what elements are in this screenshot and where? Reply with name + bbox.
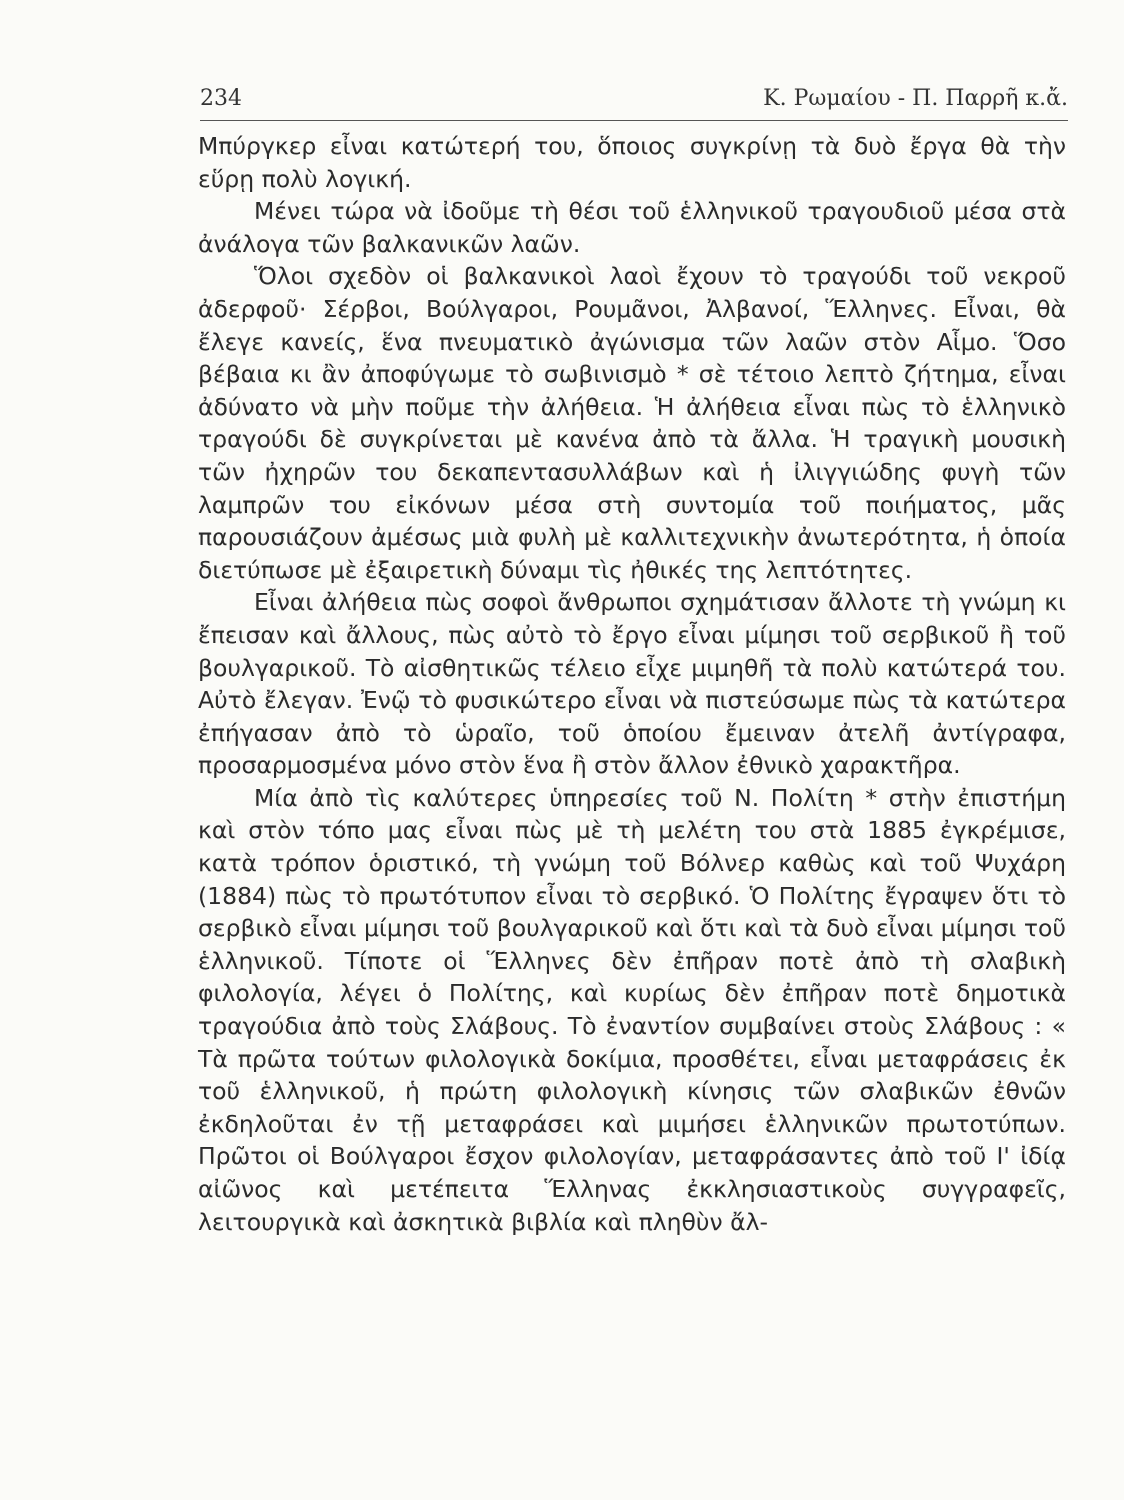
paragraph-5: Μία ἀπὸ τὶς καλύτερες ὑπηρεσίες τοῦ Ν. Πολίτη * στὴν ἐπιστήμη καὶ στὸν τόπο μας εἶναι πὼς μὲ τὴ μελέτη του στὰ 1885 ἐγκρέμισε, κατὰ τρόπον ὁριστικό, τὴ γνώμη τοῦ Βόλνερ καθὼς καὶ τοῦ Ψυχάρη (1884) πὼς τὸ πρωτότυπον εἶναι τὸ σερβικό. Ὁ Πολίτης ἔγραψεν ὅτι τὸ σερβικὸ εἶναι μίμησι τοῦ βουλγαρικοῦ καὶ ὅτι καὶ τὰ δυὸ εἶναι μίμησι τοῦ ἑλληνικοῦ. Τίποτε οἱ Ἕλληνες δὲν ἐπῆραν ποτὲ ἀπὸ τὴ σλαβικὴ φιλολογία, λέγει ὁ Πολίτης, καὶ κυρίως δὲν ἐπῆραν ποτὲ δημοτικὰ τραγούδια ἀπὸ τοὺς Σλάβους. Τὸ ἐναντίον συμβαίνει στοὺς Σλάβους : « Τὰ πρῶτα τούτων φιλολογικὰ δοκίμια, προσθέτει, εἶναι μεταφράσεις ἐκ τοῦ ἑλληνικοῦ, ἡ πρώτη φιλολογικὴ κίνησις τῶν σλαβικῶν ἐθνῶν ἐκδηλοῦται ἐν τῇ μεταφράσει καὶ μιμήσει ἑλληνικῶν πρωτοτύπων. Πρῶτοι οἱ Βούλγαροι ἔσχον φιλολογίαν, μεταφράσαντες ἀπὸ τοῦ Ι' ἰδίᾳ αἰῶνος καὶ μετέπειτα Ἕλληνας ἐκκλησιαστικοὺς συγγραφεῖς, λειτουργικὰ καὶ ἀσκητικὰ βιβλία καὶ πληθὺν ἄλ-	[198, 783, 1066, 1236]
page-header	[200, 80, 1068, 121]
paragraph-2: Μένει τώρα νὰ ἰδοῦμε τὴ θέσι τοῦ ἑλληνικοῦ τραγουδιοῦ μέσα στὰ ἀνάλογα τῶν βαλκανικῶν λαῶν.	[198, 197, 1066, 258]
body-text	[198, 130, 1066, 1238]
page-number: 234	[200, 86, 242, 111]
running-head: Κ. Ρωμαίου - Π. Παρρῆ κ.ἄ.	[763, 86, 1068, 111]
paragraph-1: Μπύργκερ εἶναι κατώτερή του, ὅποιος συγκρίνῃ τὰ δυὸ ἔργα θὰ τὴν εὕρῃ πολὺ λογική.	[198, 132, 1066, 193]
paragraph-4: Εἶναι ἀλήθεια πὼς σοφοὶ ἄνθρωποι σχημάτισαν ἄλλοτε τὴ γνώμη κι ἔπεισαν καὶ ἄλλους, πὼς αὐτὸ τὸ ἔργο εἶναι μίμησι τοῦ σερβικοῦ ἢ τοῦ βουλγαρικοῦ. Τὸ αἰσθητικῶς τέλειο εἶχε μιμηθῆ τὰ πολὺ κατώτερά του. Αὐτὸ ἔλεγαν. Ἐνῷ τὸ φυσικώτερο εἶναι νὰ πιστεύσωμε πὼς τὰ κατώτερα ἐπήγασαν ἀπὸ τὸ ὡραῖο, τοῦ ὁποίου ἔμειναν ἀτελῆ ἀντίγραφα, προσαρμοσμένα μόνο στὸν ἕνα ἢ στὸν ἄλλον ἐθνικὸ χαρακτῆρα.	[198, 588, 1066, 780]
paragraph-3: Ὅλοι σχεδὸν οἱ βαλκανικοὶ λαοὶ ἔχουν τὸ τραγούδι τοῦ νεκροῦ ἀδερφοῦ· Σέρβοι, Βούλγαροι, Ρουμᾶνοι, Ἀλβανοί, Ἕλληνες. Εἶναι, θὰ ἔλεγε κανείς, ἕνα πνευματικὸ ἀγώνισμα τῶν λαῶν στὸν Αἷμο. Ὅσο βέβαια κι ἂν ἀποφύγωμε τὸ σωβινισμὸ * σὲ τέτοιο λεπτὸ ζήτημα, εἶναι ἀδύνατο νὰ μὴν ποῦμε τὴν ἀλήθεια. Ἡ ἀλήθεια εἶναι πὼς τὸ ἑλληνικὸ τραγούδι δὲ συγκρίνεται μὲ κανένα ἀπὸ τὰ ἄλλα. Ἡ τραγικὴ μουσικὴ τῶν ἠχηρῶν του δεκαπεντασυλλάβων καὶ ἡ ἰλιγγιώδης φυγὴ τῶν λαμπρῶν του εἰκόνων μέσα στὴ συντομία τοῦ ποιήματος, μᾶς παρουσιάζουν ἀμέσως μιὰ φυλὴ μὲ καλλιτεχνικὴν ἀνωτερότητα, ἡ ὁποία διετύπωσε μὲ ἐξαιρετικὴ δύναμι τὶς ἠθικές της λεπτότητες.	[198, 262, 1066, 584]
